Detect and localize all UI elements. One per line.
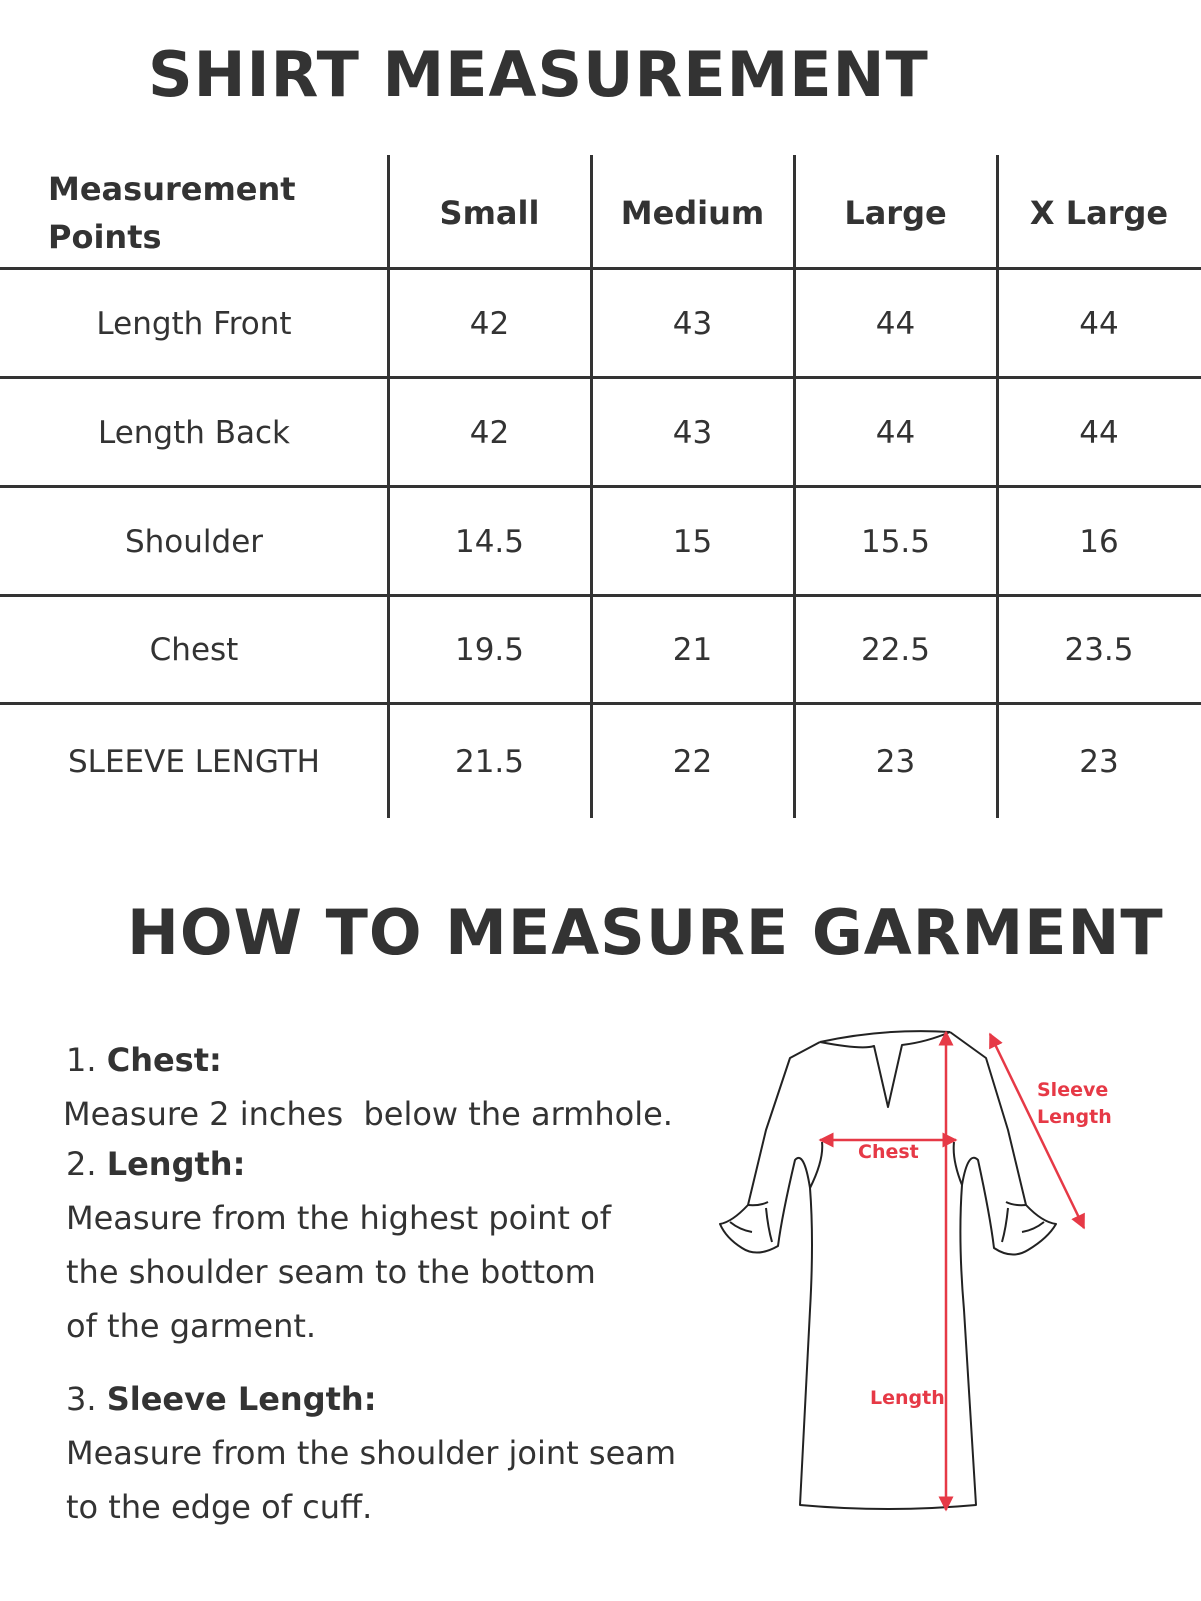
left-cuff — [730, 1202, 772, 1242]
instruction-text: Measure from the highest point of the shoulder seam to the bottom of the garment. — [66, 1199, 611, 1345]
right-cuff — [1002, 1202, 1044, 1242]
size-value-cell: 23 — [1079, 743, 1119, 780]
size-value-cell: 19.5 — [454, 632, 525, 668]
sleeve-label-line-2: Length — [1037, 1106, 1112, 1128]
instruction-number: 2. — [66, 1145, 97, 1183]
garment-diagram — [712, 1010, 1162, 1570]
size-value-cell: 43 — [672, 414, 713, 451]
size-chart-table — [0, 155, 1201, 818]
table-header-cell: Medium — [620, 193, 765, 232]
seam-right — [954, 1142, 962, 1185]
size-value-cell: 44 — [1079, 305, 1119, 342]
size-value-cell: 14.5 — [454, 523, 525, 560]
size-value-cell: 23.5 — [1064, 632, 1134, 668]
sleeve-length-arrow — [990, 1034, 1084, 1228]
size-value-cell: 15.5 — [860, 523, 931, 560]
size-value-cell: 21.5 — [454, 743, 525, 780]
measurement-point-cell: Chest — [149, 632, 239, 668]
size-value-cell: 42 — [469, 305, 510, 342]
instruction-sleeve-length — [66, 1372, 766, 1534]
size-value-cell: 15 — [672, 523, 713, 560]
table-header-cell: Large — [844, 193, 947, 232]
measure-markers — [820, 1032, 1084, 1510]
instruction-label: Length: — [106, 1145, 246, 1183]
seam-left — [810, 1142, 822, 1188]
size-value-cell: 22.5 — [860, 632, 931, 668]
neckline — [820, 1031, 950, 1042]
length-label: Length — [870, 1387, 945, 1409]
instruction-text: Measure 2 inches below the armhole. — [63, 1095, 673, 1133]
measurement-point-cell: Length Front — [96, 305, 292, 342]
instruction-number: 1. — [66, 1041, 97, 1079]
size-value-cell: 44 — [875, 305, 916, 342]
sleeve-label-line-1: Sleeve — [1037, 1079, 1109, 1101]
instruction-chest — [63, 1033, 766, 1141]
size-value-cell: 42 — [469, 414, 510, 451]
measurement-title: SHIRT MEASUREMENT — [148, 38, 929, 111]
table-header-cell: Small — [439, 193, 540, 232]
measurement-point-cell: Shoulder — [124, 523, 264, 560]
instruction-text: Measure from the shoulder joint seam to the edge of cuff. — [66, 1434, 677, 1526]
dress-outline — [720, 1031, 1056, 1509]
instruction-label: Chest: — [106, 1041, 222, 1079]
size-value-cell: 22 — [672, 743, 713, 780]
neck-slit — [820, 1032, 950, 1107]
how-to-measure-title: HOW TO MEASURE GARMENT — [127, 896, 1164, 969]
measurement-point-cell: SLEEVE LENGTH — [68, 743, 320, 780]
size-value-cell: 43 — [672, 305, 713, 342]
size-value-cell: 21 — [672, 632, 713, 668]
instruction-number: 3. — [66, 1380, 97, 1418]
chest-label: Chest — [858, 1141, 919, 1163]
table-header-cell: X Large — [1029, 193, 1169, 232]
measurement-point-cell: Length Back — [97, 414, 291, 451]
size-value-cell: 44 — [875, 414, 916, 451]
table-header-cell: Measurement Points — [48, 169, 296, 256]
instruction-length — [66, 1137, 766, 1353]
size-value-cell: 16 — [1079, 523, 1119, 560]
instruction-label: Sleeve Length: — [106, 1380, 377, 1418]
size-value-cell: 44 — [1079, 414, 1119, 451]
size-value-cell: 23 — [875, 743, 916, 780]
